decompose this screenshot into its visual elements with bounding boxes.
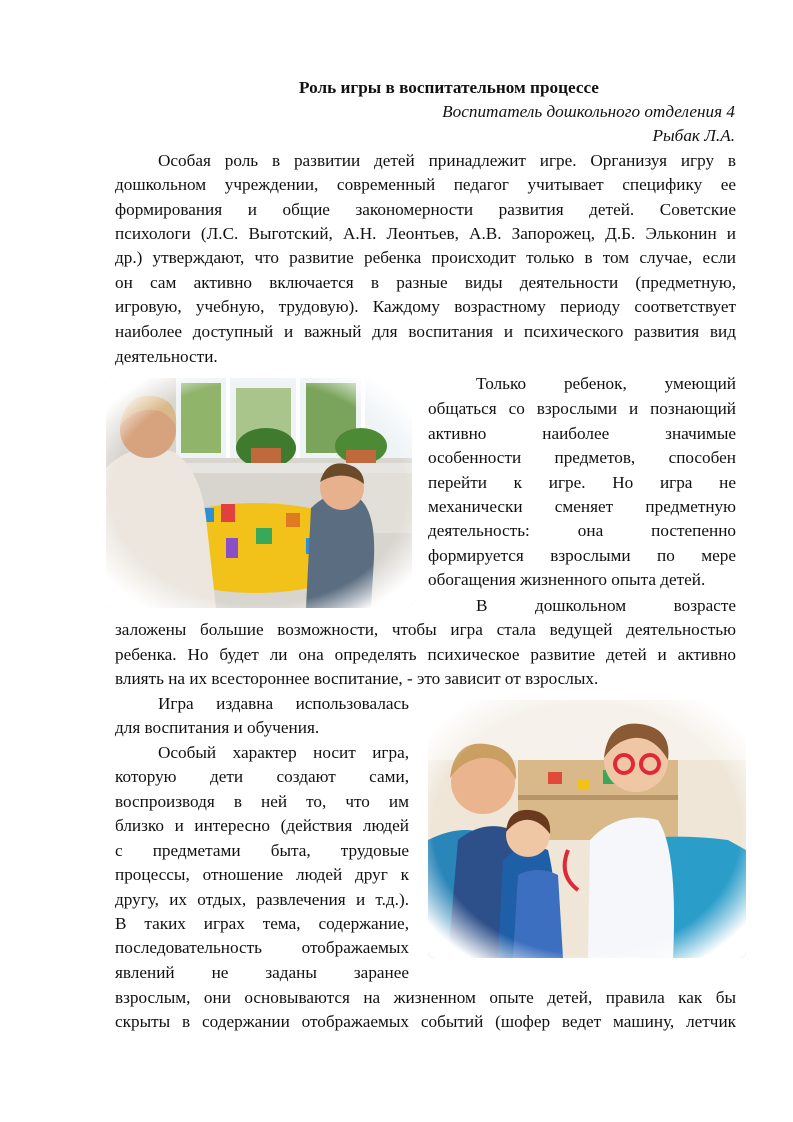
paragraph-1-line: наиболее доступный и важный для воспитания и психического развития вид — [115, 322, 736, 341]
paragraph-1-line: игровую, учебную, трудовую). Каждому возрастному периоду соответствует — [115, 297, 736, 316]
photo-children-playing-doctor — [428, 700, 746, 958]
paragraph-5-line: которую дети создают сами, — [115, 767, 409, 786]
paragraph-5-line: скрыты в содержании отображаемых событий (шофер ведет машину, летчик — [115, 1012, 736, 1031]
paragraph-2-line: перейти к игре. Но игра не — [428, 473, 736, 492]
paragraph-5-line: близко и интересно (действия людей — [115, 816, 409, 835]
paragraph-5-line: воспроизводя в ней то, что им — [115, 792, 409, 811]
paragraph-5-line: с предметами быта, трудовые — [115, 841, 409, 860]
paragraph-3-line: влиять на их всестороннее воспитание, - это зависит от взрослых. — [115, 669, 599, 688]
paragraph-1-line: др.) утверждают, что развитие ребенка происходит только в том случае, если — [115, 248, 736, 267]
paragraph-2-line: активно наиболее значимые — [428, 424, 736, 443]
paragraph-5-line: Особый характер носит игра, — [158, 743, 409, 762]
paragraph-2-line: особенности предметов, способен — [428, 448, 736, 467]
paragraph-5-line: взрослым, они основываются на жизненном опыте детей, правила как бы — [115, 988, 736, 1007]
paragraph-5-line: В таких играх тема, содержание, — [115, 914, 409, 933]
paragraph-5-line: другу, их отдых, развлечения и т.д.). — [115, 890, 409, 909]
paragraph-2-line: механически сменяет предметную — [428, 497, 736, 516]
paragraph-1-line: формирования и общие закономерности развития детей. Советские — [115, 200, 736, 219]
paragraph-3-line: заложены большие возможности, чтобы игра стала ведущей деятельностью — [115, 620, 736, 639]
paragraph-2-line: общаться со взрослыми и познающий — [428, 399, 736, 418]
author-role: Воспитатель дошкольного отделения 4 — [442, 102, 735, 121]
paragraph-2-line: формируется взрослыми по мере — [428, 546, 736, 565]
paragraph-4-line: Игра издавна использовалась — [158, 694, 409, 713]
paragraph-1-line: Особая роль в развитии детей принадлежит игре. Организуя игру в — [158, 151, 736, 170]
paragraph-1-line: он сам активно включается в разные виды деятельности (предметную, — [115, 273, 736, 292]
paragraph-2-line: Только ребенок, умеющий — [476, 374, 736, 393]
paragraph-1-line: деятельности. — [115, 347, 218, 366]
paragraph-2-line: обогащения жизненного опыта детей. — [428, 570, 706, 589]
paragraph-3-line: ребенка. Но будет ли она определять психическое развитие детей и активно — [115, 645, 736, 664]
paragraph-5-line: последовательность отображаемых — [115, 938, 409, 957]
paragraph-1-line: дошкольном учреждении, современный педагог учитывает специфику ее — [115, 175, 736, 194]
paragraph-5-line: процессы, отношение людей друг к — [115, 865, 409, 884]
paragraph-3-line: В дошкольном возрасте — [476, 596, 736, 615]
article-title: Роль игры в воспитательном процессе — [299, 78, 599, 97]
paragraph-1-line: психологи (Л.С. Выготский, А.Н. Леонтьев, А.В. Запорожец, Д.Б. Эльконин и — [115, 224, 736, 243]
paragraph-2-line: деятельность: она постепенно — [428, 521, 736, 540]
photo-teacher-and-child — [106, 378, 412, 608]
paragraph-5-line: явлений не заданы заранее — [115, 963, 409, 982]
paragraph-4-line: для воспитания и обучения. — [115, 718, 320, 737]
author-name: Рыбак Л.А. — [652, 126, 735, 145]
